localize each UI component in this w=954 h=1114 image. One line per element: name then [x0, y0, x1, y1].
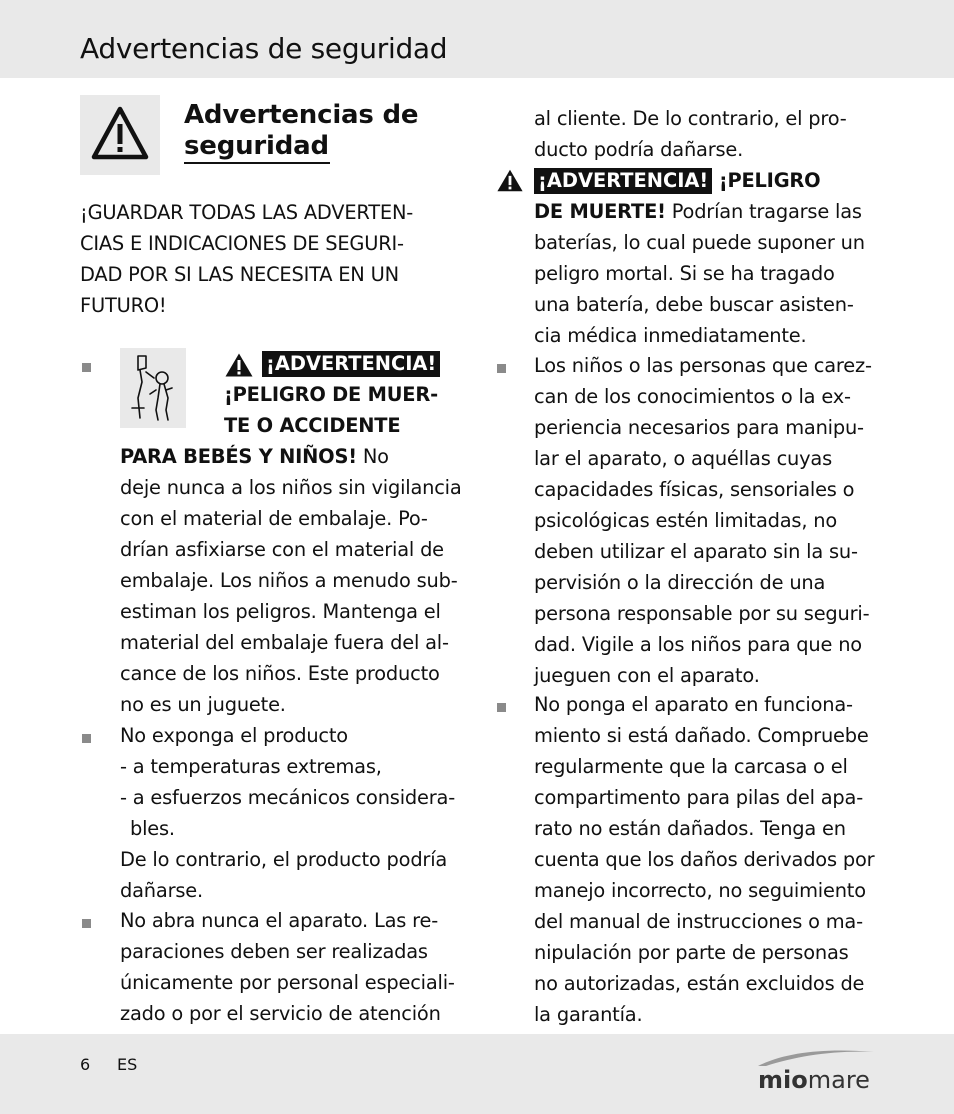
- child-hazard-pictogram: [120, 348, 186, 428]
- body-line: compartimento para pilas del apa-: [534, 786, 864, 809]
- danger-text-line: TE O ACCIDENTE: [224, 414, 401, 437]
- body-line: embalaje. Los niños a menudo sub-: [120, 569, 458, 592]
- brand-wordmark: [758, 1066, 870, 1094]
- body-line: estiman los peligros. Mantenga el: [120, 600, 441, 623]
- body-line: No exponga el producto: [120, 724, 348, 747]
- language-code: ES: [117, 1055, 138, 1074]
- body-line: can de los conocimientos o la ex-: [534, 385, 851, 408]
- section-warning-box: [80, 95, 160, 175]
- section-heading-line1: Advertencias de: [184, 100, 419, 130]
- page-title: Advertencias de seguridad: [80, 32, 448, 65]
- body-line: únicamente por personal especiali-: [120, 971, 455, 994]
- danger-text-tail: No: [356, 445, 389, 468]
- battery-warning-body: [534, 227, 884, 351]
- body-line: No ponga el aparato en funciona-: [534, 693, 853, 716]
- danger-text-bold: DE MUERTE!: [534, 200, 666, 223]
- item3-body-left: [120, 905, 470, 1029]
- body-line: cance de los niños. Este producto: [120, 662, 440, 685]
- item1-body: [120, 472, 470, 720]
- body-line: rato no están dañados. Tenga en: [534, 817, 846, 840]
- bullet-marker: [497, 703, 506, 712]
- body-line: cia médica inmediatamente.: [534, 324, 807, 347]
- bullet-marker: [82, 919, 91, 928]
- body-line: jueguen con el aparato.: [534, 664, 760, 687]
- body-line: una batería, debe buscar asisten-: [534, 293, 854, 316]
- warning-triangle-small-icon: [496, 168, 524, 193]
- bullet-marker: [82, 734, 91, 743]
- danger-text-bold: PARA BEBÉS Y NIÑOS!: [120, 445, 357, 468]
- danger-text-tail: Podrían tragarse las: [665, 200, 862, 223]
- body-line: pervisión o la dirección de una: [534, 571, 826, 594]
- body-line: baterías, lo cual puede suponer un: [534, 231, 865, 254]
- battery-warning-line: [534, 196, 862, 227]
- danger-text-line: ¡PELIGRO DE MUER-: [224, 383, 438, 406]
- swoosh-icon: [756, 1046, 876, 1068]
- body-line: material del embalaje fuera del al-: [120, 631, 449, 654]
- caps-note-line: FUTURO!: [80, 294, 167, 317]
- bullet-marker: [82, 363, 91, 372]
- body-line: lar el aparato, o aquéllas cuyas: [534, 447, 832, 470]
- body-line: miento si está dañado. Compruebe: [534, 724, 869, 747]
- page-number: 6: [80, 1055, 91, 1074]
- body-line: al cliente. De lo contrario, el pro-: [534, 107, 847, 130]
- body-line: ducto podría dañarse.: [534, 138, 744, 161]
- item5-body: [534, 689, 884, 1030]
- body-line: dañarse.: [120, 879, 203, 902]
- body-line: zado o por el servicio de atención: [120, 1002, 441, 1025]
- heading-underline: [184, 162, 330, 164]
- body-line: no es un juguete.: [120, 693, 286, 716]
- danger-text-line: [120, 441, 389, 472]
- brand-logo: [752, 1046, 876, 1096]
- battery-warning-heading: [534, 165, 820, 196]
- body-line: deben utilizar el aparato sin la su-: [534, 540, 858, 563]
- body-line: regularmente que la carcasa o el: [534, 755, 848, 778]
- body-line: con el material de embalaje. Po-: [120, 507, 428, 530]
- body-line: peligro mortal. Si se ha tragado: [534, 262, 835, 285]
- body-line: capacidades físicas, sensoriales o: [534, 478, 855, 501]
- body-line: Los niños o las personas que carez-: [534, 354, 872, 377]
- body-line: No abra nunca el aparato. Las re-: [120, 909, 439, 932]
- body-line: del manual de instrucciones o ma-: [534, 910, 863, 933]
- body-line: drían asfixiarse con el material de: [120, 538, 444, 561]
- body-line: la garantía.: [534, 1003, 643, 1026]
- body-line: - a temperaturas extremas,: [120, 755, 382, 778]
- item3-body-right: [534, 103, 884, 165]
- bullet-marker: [497, 364, 506, 373]
- item2-body: [120, 720, 470, 906]
- warning-triangle-small-icon: [224, 352, 254, 378]
- body-line: manejo incorrecto, no seguimiento: [534, 879, 866, 902]
- body-line: persona responsable por su seguri-: [534, 602, 870, 625]
- section-heading-line2: seguridad: [184, 131, 329, 161]
- warning-triangle-icon: [90, 105, 150, 163]
- brand-bold: mio: [758, 1066, 808, 1094]
- body-line: bles.: [130, 817, 175, 840]
- caps-note-line: ¡GUARDAR TODAS LAS ADVERTEN-: [80, 201, 414, 224]
- child-hazard-pictogram-icon: [120, 348, 186, 428]
- body-line: deje nunca a los niños sin vigilancia: [120, 476, 462, 499]
- body-line: periencia necesarios para manipu-: [534, 416, 864, 439]
- body-line: dad. Vigile a los niños para que no: [534, 633, 862, 656]
- caps-note: [80, 197, 470, 321]
- body-line: nipulación por parte de personas: [534, 941, 849, 964]
- body-line: cuenta que los daños derivados por: [534, 848, 875, 871]
- danger-text-bold: ¡PELIGRO: [712, 169, 821, 192]
- body-line: De lo contrario, el producto podría: [120, 848, 448, 871]
- body-line: psicológicas estén limitadas, no: [534, 509, 838, 532]
- body-line: no autorizadas, están excluidos de: [534, 972, 865, 995]
- section-heading: [184, 100, 418, 162]
- item4-body: [534, 350, 884, 691]
- body-line: paraciones deben ser realizadas: [120, 940, 428, 963]
- body-line: - a esfuerzos mecánicos considera-: [120, 786, 455, 809]
- warning-label: ¡ADVERTENCIA!: [534, 168, 712, 194]
- warning-label: ¡ADVERTENCIA!: [262, 351, 440, 377]
- caps-note-line: DAD POR SI LAS NECESITA EN UN: [80, 263, 399, 286]
- brand-light: mare: [807, 1066, 870, 1094]
- caps-note-line: CIAS E INDICACIONES DE SEGURI-: [80, 232, 404, 255]
